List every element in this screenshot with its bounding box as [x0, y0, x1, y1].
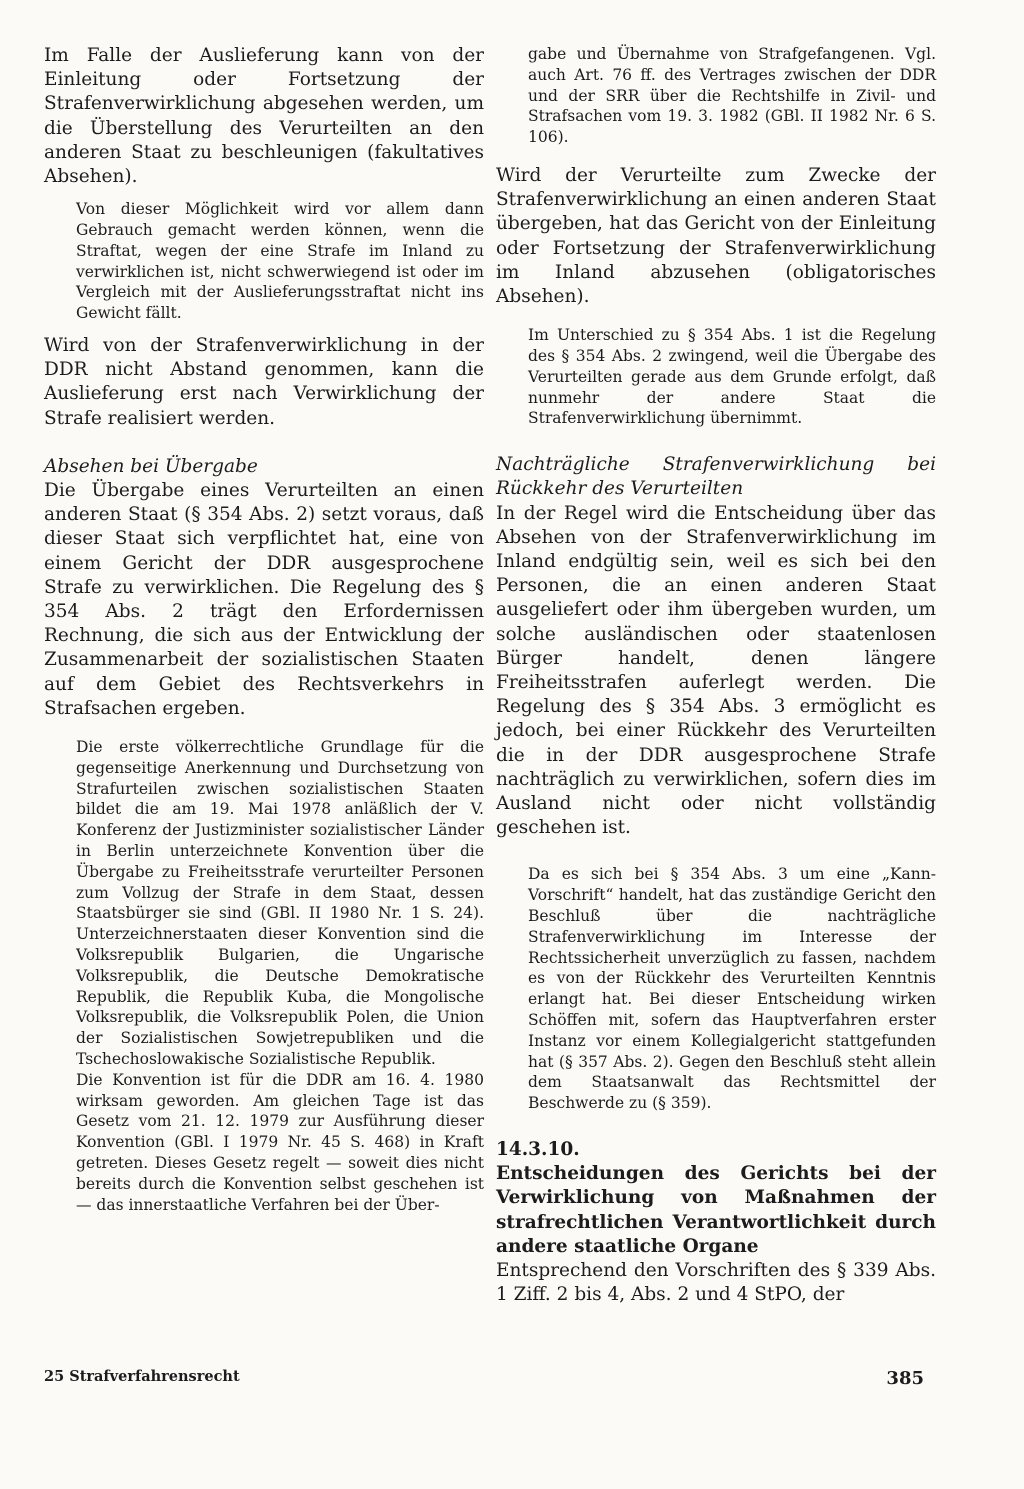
note-paragraph: gabe und Übernahme von Strafgefangenen. Vgl. auch Art. 76 ff. des Vertrages zwischen der DDR und der SRR über die Rechtshilfe in Zivil- und Strafsachen vom 19. 3. 1982 (GBl. II 1982 Nr. 6 S. 106). — [528, 45, 936, 147]
sub-heading: Nachträgliche Strafenverwirklichung bei Rückkehr des Verurteilten — [496, 454, 936, 500]
paragraph: Im Falle der Auslieferung kann von der Einleitung oder Fortsetzung der Strafenverwirklichung abgesehen werden, um die Überstellung des Verurteilten an den anderen Staat zu beschleunigen (fakultatives Absehen). — [44, 45, 484, 188]
paragraph: Die Übergabe eines Verurteilten an einen anderen Staat (§ 354 Abs. 2) setzt voraus, daß dieser Staat sich verpflichtet hat, eine von einem Gericht der DDR ausgesprochene Strafe zu verwirklichen. Die Regelung des § 354 Abs. 2 trägt den Erfordernissen Rechnung, die sich aus der Entwicklung der Zusammenarbeit der sozialistischen Staaten auf dem Gebiet des Rechtsverkehrs in Strafsachen ergeben. — [44, 480, 484, 719]
note-paragraph: Von dieser Möglichkeit wird vor allem dann Gebrauch gemacht werden können, wenn die Straftat, wegen der eine Strafe im Inland zu verwirklichen ist, nicht schwerwiegend ist oder im Vergleich mit der Auslieferungsstraftat nicht ins Gewicht fällt. — [76, 200, 484, 323]
note-paragraph: Die Konvention ist für die DDR am 16. 4. 1980 wirksam geworden. Am gleichen Tage ist das Gesetz vom 21. 12. 1979 zur Ausführung dieser Konvention (GBl. I 1979 Nr. 45 S. 468) in Kraft getreten. Dieses Gesetz regelt — soweit dies nicht bereits durch die Konvention selbst geschehen ist — das innerstaatliche Verfahren bei der Über- — [76, 1070, 484, 1214]
sub-heading: Absehen bei Übergabe — [44, 455, 258, 477]
paragraph: Wird von der Strafenverwirklichung in der DDR nicht Abstand genommen, kann die Auslieferung erst nach Verwirklichung der Strafe realisiert werden. — [44, 335, 484, 429]
right-column — [496, 44, 936, 1307]
section-title: Entscheidungen des Gerichts bei der Verwirklichung von Maßnahmen der strafrechtlichen Verantwortlichkeit durch andere staatliche Organe — [496, 1163, 936, 1257]
section-number: 14.3.10. — [496, 1139, 580, 1160]
left-column — [44, 44, 484, 1215]
note-paragraph: Die erste völkerrechtliche Grundlage für die gegenseitige Anerkennung und Durchsetzung von Strafurteilen zwischen sozialistischen Staaten bildet die am 19. Mai 1978 anläßlich der V. Konferenz der Justizminister sozialistischer Länder in Berlin unterzeichnete Konvention über die Übergabe zu Freiheitsstrafe verurteilter Personen zum Vollzug der Strafe in dem Staat, dessen Staatsbürger sie sind (GBl. II 1980 Nr. 1 S. 24). Unterzeichnerstaaten dieser Konvention sind die Volksrepublik Bulgarien, die Ungarische Volksrepublik, die Deutsche Demokratische Republik, die Republik Kuba, die Mongolische Volksrepublik, die Volksrepublik Polen, die Union der Sozialistischen Sowjetrepubliken und die Tschechoslowakische Sozialistische Republik. — [76, 738, 484, 1068]
note-paragraph: Da es sich bei § 354 Abs. 3 um eine „Kann-Vorschrift“ handelt, hat das zuständige Gericht den Beschluß über die nachträgliche Strafenverwirklichung im Interesse der Rechtssicherheit unverzüglich zu fassen, nachdem es von der Rückkehr des Verurteilten Kenntnis erlangt hat. Bei dieser Entscheidung wirken Schöffen mit, sofern das Hauptverfahren erster Instanz vor einem Kollegialgericht stattgefunden hat (§ 357 Abs. 2). Gegen den Beschluß steht allein dem Staatsanwalt das Rechtsmittel der Beschwerde zu (§ 359). — [528, 865, 936, 1113]
page-footer — [44, 1368, 924, 1398]
paragraph: Entsprechend den Vorschriften des § 339 Abs. 1 Ziff. 2 bis 4, Abs. 2 und 4 StPO, der — [496, 1260, 936, 1306]
page-number: 385 — [886, 1368, 924, 1389]
signature-mark: 25 Strafverfahrensrecht — [44, 1368, 240, 1385]
paragraph: Wird der Verurteilte zum Zwecke der Strafenverwirklichung an einen anderen Staat übergeben, hat das Gericht von der Einleitung oder Fortsetzung der Strafenverwirklichung im Inland abzusehen (obligatorisches Absehen). — [496, 164, 936, 307]
paragraph: In der Regel wird die Entscheidung über das Absehen von der Strafenverwirklichung im Inland endgültig sein, weil es sich bei den Personen, die an einen anderen Staat ausgeliefert oder ihm übergeben wurden, um solche ausländischen oder staatenlosen Bürger handelt, denen längere Freiheitsstrafen auferlegt werden. Die Regelung des § 354 Abs. 3 ermöglicht es jedoch, bei einer Rückkehr des Verurteilten die in der DDR ausgesprochene Strafe nachträglich zu verwirklichen, sofern dies im Ausland nicht oder nicht vollständig geschehen ist. — [496, 502, 936, 839]
note-paragraph: Im Unterschied zu § 354 Abs. 1 ist die Regelung des § 354 Abs. 2 zwingend, weil die Übergabe des Verurteilten gerade aus dem Grunde erfolgt, daß nunmehr der andere Staat die Strafenverwirklichung übernimmt. — [528, 326, 936, 428]
